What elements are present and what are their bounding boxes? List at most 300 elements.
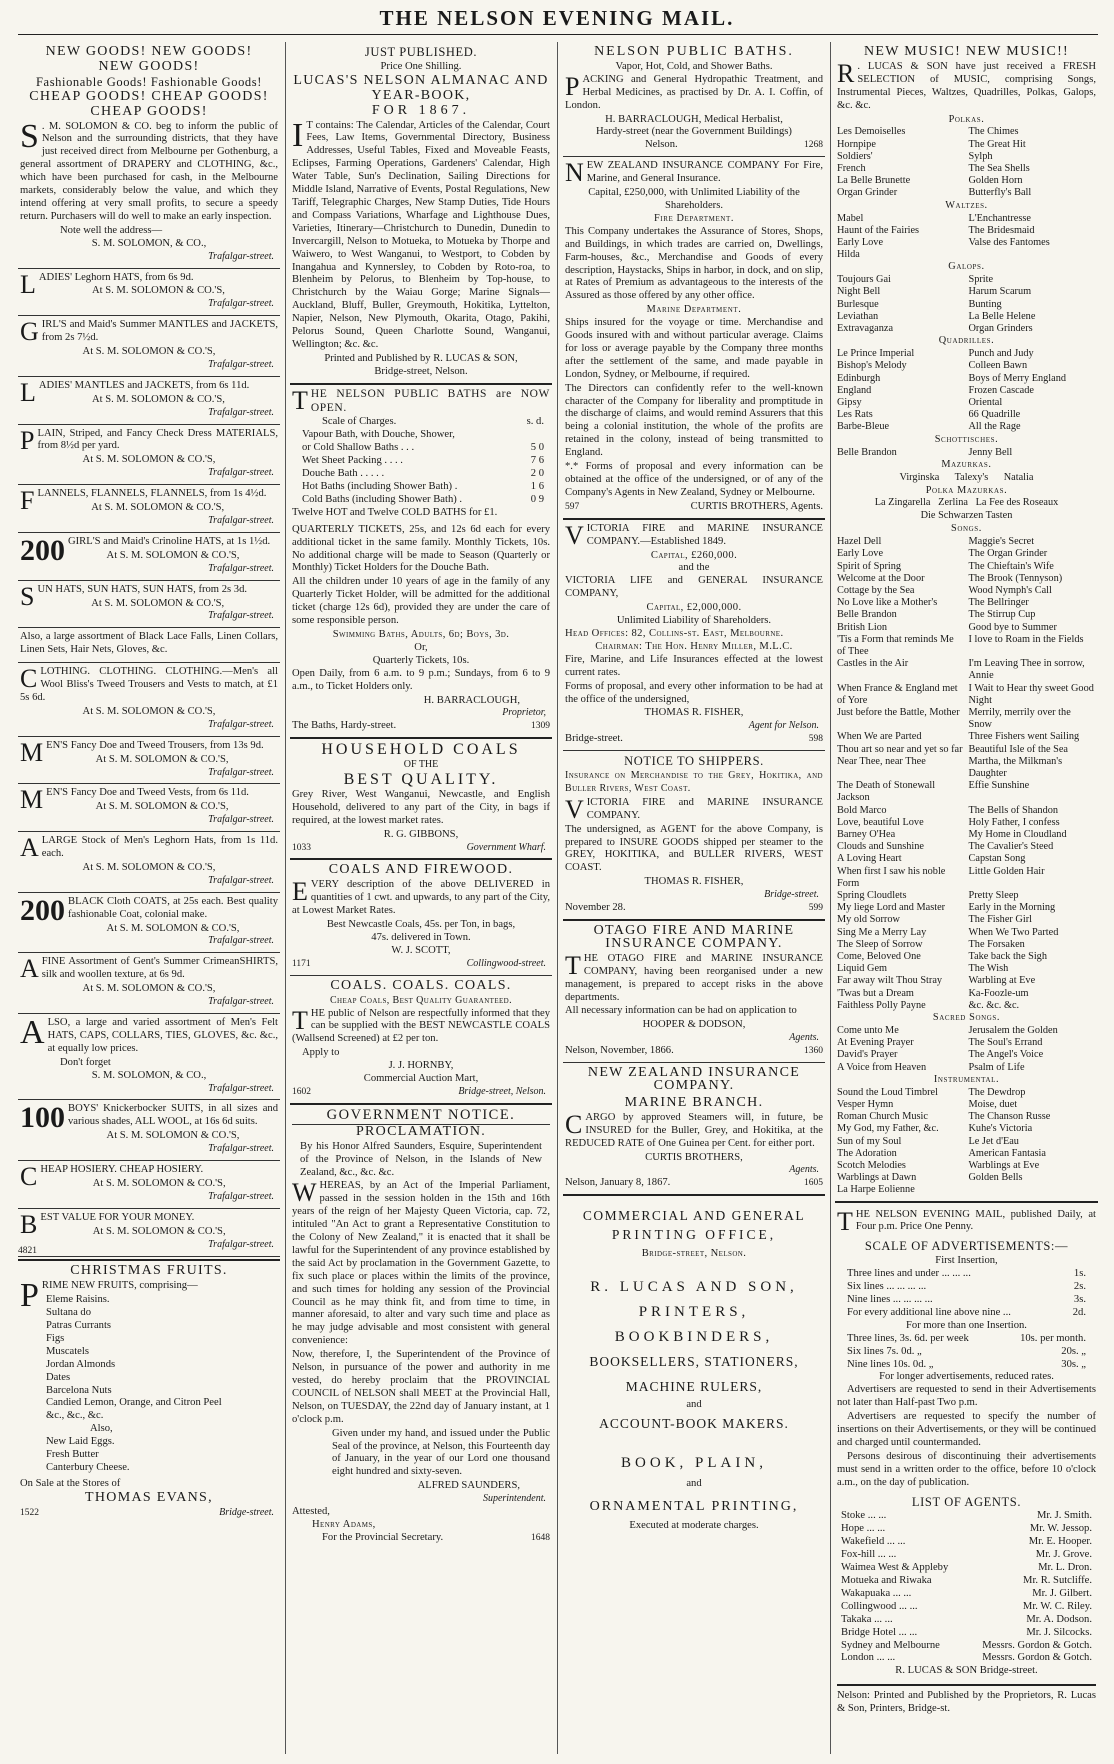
music-title: Frozen Cascade [968, 384, 1034, 396]
music-title: Vesper Hymn [837, 1098, 894, 1110]
agent-place: Stoke ... ... [841, 1510, 887, 1522]
ad-signature: H. BARRACLOUGH, Medical Herbalist, [605, 113, 783, 125]
charge-value: 7 6 [530, 455, 544, 467]
fruit-item: Sultana do [46, 1307, 92, 1319]
music-title: Le Jet d'Eau [968, 1135, 1019, 1147]
ad-address: Proprietor, [502, 707, 546, 719]
ad-body: HEREAS, by an Act of the Imperial Parliament, passed in the session holden in the 15th and 16th years of the reign of her Majesty Queen Victoria, cap. 72, intituled "An Act to grant a Representative Constitution to the Colony of New Zealand," it is enacted that it shall be lawful for the Superintendent of any province established by the said Act by proclamation in the Government Gazette, to fix such place or places within the limits of the province, and such times for holding any session of the Provincial Council as he may think fit, and from time to time, in manner aforesaid, to alter and vary such time and place as he may judge advisable and most consistent with general convenience: [292, 1180, 550, 1347]
agent-place: Wakefield ... ... [841, 1536, 906, 1548]
ad-text [20, 835, 278, 861]
ad-heading: ORNAMENTAL PRINTING, [589, 1499, 799, 1515]
charge-row [302, 481, 544, 494]
music-title: Maggie's Secret [968, 536, 1035, 548]
ad-address: Trafalgar-street. [208, 562, 274, 574]
ad-subheading: s. d. [526, 416, 544, 428]
ad-body: Quarterly Tickets, 10s. [372, 654, 470, 666]
music-title: The Bellringer [968, 597, 1029, 609]
ad-number: 1602 [292, 1086, 311, 1097]
ad-body: Swimming Baths, Adults, 6d; Boys, 3d. [332, 628, 510, 640]
music-title: Scotch Melodies [837, 1159, 906, 1171]
ad-signature: At S. M. SOLOMON & CO.'S, [82, 705, 216, 717]
music-title: Little Golden Hair [968, 865, 1045, 877]
ad-body: UN HATS, SUN HATS, SUN HATS, from 2s 3d. [37, 583, 248, 595]
ad-signature: S. M. SOLOMON, & CO., [91, 237, 207, 249]
section-heading: Polka Mazurkas. [925, 484, 1008, 496]
ad-address: Trafalgar-street. [208, 718, 274, 730]
music-title: The Forsaken [968, 938, 1025, 950]
ad-signature: THOMAS EVANS, [85, 1489, 213, 1505]
ad-body: LARGE Stock of Men's Leghorn Hats, from 1s 11d. each. [41, 835, 278, 860]
ad-signature: ALFRED SAUNDERS, [417, 1480, 520, 1492]
fruit-item: Candied Lemon, Orange, and Citron Peel [46, 1397, 222, 1409]
fruit-item: Dates [46, 1371, 71, 1383]
music-title: Warblings at Dawn [837, 1172, 917, 1184]
music-title: Belle Brandon [837, 609, 897, 621]
music-title: Organ Grinders [968, 323, 1033, 335]
music-title: The Brook (Tennyson) [968, 572, 1063, 584]
rate-value: 10s. per month. [1020, 1332, 1086, 1344]
ad-number: 1605 [804, 1178, 823, 1189]
drop-cap: T [565, 950, 581, 980]
ad-signature: H. BARRACLOUGH, [423, 694, 520, 706]
charge-value: 1 6 [530, 481, 544, 492]
music-title: Burlesque [837, 298, 879, 310]
ad-heading: HOUSEHOLD COALS [321, 741, 521, 759]
music-title: When first I saw his noble Form [837, 865, 946, 889]
music-title: Faithless Polly Payne [837, 999, 926, 1011]
ad-signature: S. M. SOLOMON, & CO., [91, 1069, 207, 1081]
music-title: Good bye to Summer [968, 621, 1057, 633]
fruit-item: Figs [46, 1332, 65, 1344]
music-title: Holy Father, I confess [968, 816, 1060, 828]
music-title: I Wait to Hear thy sweet Good Night [968, 682, 1094, 706]
rate-value: 20s. „ [1061, 1345, 1086, 1357]
ad-body: This Company undertakes the Assurance of Stores, Shops, and Buildings, in which trades are carried on, Dwellings, Farm-houses, &c., Merchandise and Goods of every description, Haystacks, Ships in harbor, in dock, and on slip, at Rates of Premium as advantageous to the interests of the Assured as those offered by any other office. [565, 225, 823, 302]
ad-heading: LIST OF AGENTS. [911, 1494, 1022, 1509]
music-title: Sing Me a Merry Lay [837, 926, 927, 938]
ad-body: Also, a large assortment of Black Lace Falls, Linen Collars, Linen Sets, Hair Nets, Gloves, &c. [20, 631, 278, 656]
music-title: Clouds and Sunshine [837, 841, 924, 853]
agent-place: Fox-hill ... ... [841, 1549, 897, 1561]
ad-heading: LUCAS'S NELSON ALMANAC AND [293, 72, 549, 88]
column-4 [835, 42, 1098, 1754]
ad-text [20, 1101, 278, 1135]
rate-label: For every additional line above nine ... [847, 1306, 1011, 1318]
charge-value: 0 9 [530, 493, 544, 505]
ad-address: Commercial Auction Mart, [363, 1073, 479, 1085]
music-title: Effie Sunshine [968, 780, 1030, 792]
drop-cap: T [292, 1005, 308, 1035]
music-title: 'Tis a Form that reminds Me of Thee [837, 633, 954, 657]
ad-address: Trafalgar-street. [208, 358, 274, 370]
section-heading: Galops. [948, 261, 985, 273]
ad-number: 1268 [804, 140, 823, 151]
ad-body: Attested, [292, 1506, 330, 1518]
music-title: A Voice from Heaven [837, 1061, 927, 1073]
music-title: Early Love [837, 236, 884, 248]
music-title: La Belle Brunette [837, 175, 911, 187]
music-title: Sun of my Soul [837, 1135, 902, 1147]
ad-subheading: Cheap Coals, Best Quality Guaranteed. [329, 994, 513, 1006]
ad-signature: Printed and Published by R. LUCAS & SON, [324, 352, 518, 364]
music-title: Soldiers' [837, 150, 873, 162]
music-title: The Wish [968, 963, 1009, 975]
music-title: Gipsy [837, 397, 862, 409]
column-1 [18, 42, 280, 1754]
music-title: Edinburgh [837, 372, 881, 384]
music-title: No Love like a Mother's [837, 597, 938, 609]
ad-body: LANNELS, FLANNELS, FLANNELS, from 1s 4½d. [37, 488, 267, 500]
ad-body: . M. SOLOMON & CO. beg to inform the public of Nelson and the surrounding districts, that they have just received direct from Melbourne per Gothenburg, a general assortment of DRAPERY and CLOTHING, &c., which have been purchased for cash, in the Melbourne markets, considerably below the value, and which they intend offering at very small profits, to secure a speedy return. Purchasers will do well to make an early inspection. [20, 120, 278, 222]
music-title: The Stirrup Cup [968, 609, 1036, 621]
music-title: Hilda [837, 249, 860, 261]
section-heading: Mazurkas. [941, 458, 992, 470]
ad-body: FINE Assortment of Gent's Summer CrimeanSHIRTS, silk and woollen texture, at 6s 9d. [41, 956, 278, 981]
ad-heading: HE NELSON EVENING MAIL, published Daily, at Four p.m. Price One Penny. [855, 1208, 1096, 1233]
ad-body: Advertisers are requested to specify the number of insertions on their Advertisements, or they will be continued and charged until countermanded. [837, 1411, 1096, 1448]
ad-heading: BEST QUALITY. [343, 771, 499, 789]
notice-to-shippers-ad [563, 751, 825, 921]
drop-cap: A [20, 1014, 45, 1051]
agent-name: Mr. L. Dron. [1038, 1562, 1092, 1574]
ad-heading: COMMERCIAL AND GENERAL [582, 1208, 806, 1224]
ad-address: Superintendent. [482, 1493, 546, 1505]
music-title: Harum Scarum [968, 286, 1032, 298]
music-title: Beautiful Isle of the Sea [968, 743, 1069, 755]
solomon-ad [18, 953, 280, 1014]
solomon-ad [18, 832, 280, 893]
music-title: Spring Cloudlets [837, 890, 907, 902]
ad-heading: OF THE [403, 759, 439, 771]
drop-cap: T [837, 1206, 853, 1236]
ad-body: EN'S Fancy Doe and Tweed Vests, from 6s 11d. [46, 787, 249, 799]
music-title: Roman Church Music [837, 1111, 928, 1123]
ad-address: Bridge-street. [764, 889, 819, 901]
agent-place: Bridge Hotel ... ... [841, 1626, 918, 1638]
ad-body: 47s. delivered in Town. [371, 932, 471, 943]
music-title: The Fisher Girl [968, 914, 1032, 926]
charge-row [302, 442, 544, 455]
music-title: The Adoration [837, 1147, 897, 1159]
ad-heading: CHEAP GOODS! [90, 103, 208, 119]
music-title: Boys of Merry England [968, 372, 1067, 384]
drop-cap: V [565, 794, 584, 824]
ad-text [20, 893, 278, 927]
imprint: Nelson: Printed and Published by the Proprietors, R. Lucas & Son, Printers, Bridge-st. [837, 1684, 1096, 1716]
ad-date: Nelson, November, 1866. [565, 1045, 674, 1057]
music-title: Golden Horn [968, 175, 1023, 187]
ad-body: QUARTERLY TICKETS, 25s, and 12s 6d each for every additional ticket in the same family. Monthly Tickets, 10s. No additional charge will be made to Season (Quarterly or Monthly) Ticket Holders for the Douche Bath. [292, 523, 550, 574]
ad-address: Agents. [789, 1032, 819, 1044]
ad-heading: BOOKBINDERS, [614, 1328, 774, 1345]
drop-cap: P [20, 1277, 39, 1315]
music-title: Thou art so near and yet so far [837, 743, 963, 755]
ad-heading: Fashionable Goods! Fashionable Goods! [36, 74, 262, 89]
ad-address: Trafalgar-street. [208, 766, 274, 778]
drop-cap: S [20, 581, 35, 611]
solomon-ad [18, 425, 280, 486]
solomon-ad [18, 784, 280, 832]
music-title: L'Enchantresse [968, 212, 1031, 224]
ad-signature: At S. M. SOLOMON & CO.'S, [92, 1177, 226, 1189]
music-title: The Chimes [968, 126, 1019, 138]
solomon-ad [18, 663, 280, 737]
ad-address: Nelson. [645, 139, 678, 151]
ad-body: All the children under 10 years of age in the family of any Quarterly Ticket Holder, will be admitted for the additional ticket (charge 12s 6d), provided they are under the care of some responsible person. [292, 576, 550, 627]
ad-signature: Henry Adams, [312, 1518, 376, 1530]
ad-signature: At S. M. SOLOMON & CO.'S, [82, 983, 216, 995]
ad-body: Forms of proposal, and every other information to be had at the office of the undersigned, [565, 680, 823, 705]
ad-signature: At S. M. SOLOMON & CO.'S, [82, 861, 216, 873]
music-title: Punch and Judy [968, 348, 1034, 360]
ad-address: Trafalgar-street. [208, 610, 274, 622]
ad-body: Persons desirous of discontinuing their advertisements must send in a written order to the office, before 10 o'clock a.m., on the day of publication. [837, 1450, 1096, 1488]
music-title: Mabel [837, 212, 864, 224]
ad-signature: HOOPER & DODSON, [642, 1019, 746, 1031]
drop-cap: N [565, 158, 584, 188]
rate-label: Three lines, 3s. 6d. per week [847, 1332, 969, 1344]
ad-address: Trafalgar-street. [208, 1238, 274, 1250]
masthead: THE NELSON EVENING MAIL. [379, 6, 735, 30]
solomon-ad [18, 377, 280, 425]
music-title: My Home in Cloudland [968, 829, 1067, 841]
column-3 [563, 42, 825, 1754]
ad-body: Executed at moderate charges. [629, 1520, 759, 1531]
solomon-ad [18, 1100, 280, 1161]
music-title: The Sleep of Sorrow [837, 938, 923, 950]
solomon-ad [18, 269, 280, 317]
agent-place: Waimea West & Appleby [841, 1562, 949, 1574]
music-title: La Harpe Eolienne [837, 1184, 915, 1196]
agent-place: Motueka and Riwaka [841, 1575, 932, 1587]
rate-label: Six lines ... ... ... ... [847, 1281, 927, 1293]
ad-body: By his Honor Alfred Saunders, Esquire, Superintendent of the Province of Nelson, in the Islands of New Zealand, &c., &c. &c. [300, 1140, 542, 1178]
ad-heading: HE NELSON PUBLIC BATHS are NOW OPEN. [310, 387, 550, 414]
ad-body: ARGO by approved Steamers will, in future, be INSURED for the Buller, Grey, and Hokitika, at the REDUCED RATE of One Guinea per Cent. for either port. [565, 1111, 823, 1149]
drop-cap: L [20, 269, 36, 299]
ad-heading: OTAGO FIRE AND MARINE INSURANCE COMPANY. [593, 923, 795, 951]
ad-heading: R. LUCAS AND SON, [590, 1278, 798, 1295]
music-title: Warbling at Eve [968, 975, 1036, 987]
music-title [969, 1184, 1097, 1196]
ad-body: and [686, 1478, 702, 1490]
music-title: England [837, 384, 872, 396]
agent-place: Collingwood ... ... [841, 1600, 918, 1612]
ad-subheading: Marine Department. [646, 304, 742, 316]
music-title: When We Two Parted [968, 926, 1059, 938]
solomon-ad [18, 893, 280, 954]
drop-cap: L [20, 377, 36, 407]
rate-row [837, 1359, 1096, 1372]
ad-number: 598 [808, 734, 823, 745]
ad-number: 599 [808, 903, 823, 914]
agent-row [837, 1627, 1096, 1640]
drop-cap: G [20, 317, 39, 347]
fruit-item: Barcelona Nuts [46, 1384, 112, 1396]
ad-subheading: Price One Shilling. [380, 60, 462, 72]
agent-name: Mr. J. Grove. [1035, 1549, 1092, 1561]
ad-signature: THOMAS R. FISHER, [644, 876, 744, 888]
section-heading: Sacred Songs. [932, 1012, 1001, 1024]
music-title: My old Sorrow [837, 914, 900, 926]
section-heading: Waltzes. [945, 199, 988, 211]
drop-cap: 100 [20, 1101, 65, 1135]
charge-row [302, 455, 544, 468]
ad-note: On Sale at the Stores of [20, 1477, 121, 1489]
ad-signature: CURTIS BROTHERS, [645, 1151, 743, 1163]
ad-body: Unlimited Liability of Shareholders. [616, 615, 772, 627]
ad-signature: R. LUCAS & SON Bridge-street. [895, 1665, 1038, 1677]
music-title: Warblings at Eve [968, 1159, 1040, 1171]
music-title: When We are Parted [837, 731, 922, 743]
rate-value: 2d. [1072, 1306, 1086, 1318]
music-title: Sylph [968, 150, 993, 162]
section-heading: Quadrilles. [938, 335, 995, 347]
ad-body: All necessary information can be had on application to [565, 1005, 797, 1017]
agent-name: Mr. W. C. Riley. [1022, 1600, 1092, 1612]
music-title: Bold Marco [837, 804, 887, 816]
fruit-item: Patras Currants [46, 1320, 112, 1332]
ad-body: Given under my hand, and issued under the Public Seal of the province, at Nelson, this Fourteenth day of January, in the year of our Lord one thousand eight hundred and sixty-seven. [332, 1427, 550, 1478]
ad-heading: CHEAP GOODS! CHEAP GOODS! [29, 88, 269, 104]
ad-signature: At S. M. SOLOMON & CO.'S, [82, 346, 216, 358]
music-title: Early in the Morning [968, 902, 1056, 914]
ad-heading: JUST PUBLISHED. [364, 45, 478, 59]
ad-address: Bridge-street, Nelson. [641, 1248, 747, 1260]
ad-body: ADIES' MANTLES and JACKETS, from 6s 11d. [38, 379, 250, 391]
ad-body: ADIES' Leghorn HATS, from 6s 9d. [38, 271, 194, 283]
victoria-fire-ad [563, 520, 825, 751]
music-title: Les Demoiselles [837, 126, 906, 138]
column-rule [830, 42, 831, 1754]
ad-body: IRL'S and Maid's Summer MANTLES and JACKETS, from 2s 7½d. [41, 319, 278, 344]
music-title: The Death of Stonewall Jackson [837, 780, 936, 804]
charge-value: 5 0 [530, 442, 544, 454]
music-title: Toujours Gai [837, 274, 891, 286]
agent-row [837, 1614, 1096, 1627]
music-title: Far away wilt Thou Stray [837, 975, 943, 987]
ad-heading: EW ZEALAND INSURANCE COMPANY For Fire, Marine, and General Insurance. [586, 160, 823, 185]
music-title: When France & England met of Yore [837, 682, 958, 706]
drop-cap: P [20, 425, 35, 455]
household-coals-ad [290, 739, 552, 860]
ad-signature: CURTIS BROTHERS, Agents. [690, 500, 823, 512]
ad-number: 1648 [531, 1532, 550, 1543]
music-title: Golden Bells [968, 1172, 1023, 1184]
drop-cap: S [20, 117, 39, 155]
ad-heading: NEW GOODS! NEW GOODS! [45, 44, 253, 59]
ad-heading: PRINTERS, [638, 1303, 750, 1320]
christmas-fruits-ad [18, 1259, 280, 1523]
ad-body: The Directors can confidently refer to the well-known character of the Company for liberality and promptitude in the discharge of claims, and would remind Assurers that this being a colonial institution, the whole of the profits are retained in the colony, instead of being transmitted to England. [565, 382, 823, 459]
agent-place: London ... ... [841, 1652, 896, 1664]
fruit-item: Muscatels [46, 1345, 89, 1357]
music-title: Hazel Dell [837, 536, 882, 548]
ad-number: 1522 [20, 1507, 39, 1518]
government-notice [290, 1105, 552, 1549]
ad-body: Grey River, West Wanganui, Newcastle, and English Household, delivered to any part of the City, in bags if required, at the lowest market rates. [292, 788, 550, 826]
ad-subheading: First Insertion, [935, 1255, 998, 1267]
ad-body: Advertisers are requested to send in their Advertisements not later than Half-past Two p.m. [837, 1384, 1096, 1409]
baths-hydropathic-ad [563, 42, 825, 157]
music-title: Leviathan [837, 310, 879, 322]
ad-signature: THOMAS R. FISHER, [644, 707, 744, 719]
ad-body: The undersigned, as AGENT for the above Company, is prepared to INSURE GOODS shipped per steamer to the GREY, HOKITIKA, and BULLER RIVERS, WEST COAST. [565, 823, 823, 874]
agent-name: Mr. J. Smith. [1036, 1510, 1092, 1522]
ad-heading: MARINE BRANCH. [624, 1094, 764, 1110]
ad-address: Trafalgar-street. [208, 996, 274, 1008]
coals-firewood-ad [290, 860, 552, 975]
music-title: Haunt of the Fairies [837, 224, 920, 236]
ad-body: Apply to [302, 1047, 340, 1059]
rate-label: Six lines 7s. 0d. „ [847, 1345, 922, 1357]
agent-row [837, 1652, 1096, 1665]
music-title: Ka-Foozle-um [968, 987, 1029, 999]
masthead-rule [18, 34, 1098, 35]
drop-cap: A [20, 954, 39, 984]
music-title: Barbe-Bleue [837, 421, 890, 433]
drop-cap: E [292, 877, 308, 907]
solomon-ad [18, 533, 280, 581]
music-title: My God, my Father, &c. [837, 1123, 939, 1135]
ad-text [20, 319, 278, 345]
ad-body: EN'S Fancy Doe and Tweed Trousers, from 13s 9d. [46, 739, 264, 751]
ad-body: RIME NEW FRUITS, comprising— [41, 1280, 198, 1292]
charge-value: 2 0 [530, 468, 544, 480]
ad-body: Capital, £260,000. [650, 549, 738, 561]
ad-body: and the [678, 562, 710, 574]
music-title: The Great Hit [968, 138, 1026, 150]
music-title: Extravaganza [837, 323, 894, 335]
coals-ad [290, 976, 552, 1105]
nz-insurance-ad [563, 157, 825, 519]
drop-cap: V [565, 520, 584, 550]
ad-address: Bridge-street, Nelson. [458, 1085, 546, 1097]
rate-label: Three lines and under ... ... ... [847, 1268, 971, 1280]
ad-heading: SCALE OF ADVERTISEMENTS:— [864, 1239, 1069, 1254]
ad-heading: BOOK, PLAIN, [621, 1455, 767, 1472]
ad-subheading: Vapor, Hot, Cold, and Shower Baths. [615, 60, 773, 72]
music-title: 66 Quadrille [968, 409, 1021, 421]
ad-heading: COALS. COALS. COALS. [330, 977, 512, 993]
music-title: Merrily, merrily over the Snow [968, 707, 1071, 731]
ad-signature: W. J. SCOTT, [391, 944, 451, 956]
ad-note: Also, [90, 1423, 113, 1435]
music-title: Moise, duet [968, 1098, 1018, 1110]
ad-heading: PROCLAMATION. [355, 1123, 487, 1139]
ad-body: HEAP HOSIERY. CHEAP HOSIERY. [40, 1164, 204, 1176]
music-title: Martha, the Milkman's Daughter [968, 755, 1063, 780]
ad-date: Nelson, January 8, 1867. [565, 1177, 671, 1189]
music-title: Early Love [837, 548, 884, 560]
music-title: David's Prayer [837, 1049, 898, 1061]
ad-heading: MACHINE RULERS, [625, 1378, 763, 1394]
agent-name: Mr. E. Hooper. [1028, 1536, 1092, 1548]
ad-heading: CHRISTMAS FRUITS. [70, 1263, 228, 1279]
ad-body: *.* Forms of proposal and every information can be obtained at the office of the undersigned, or of any of the Company's Agents in New Zealand, Sydney or Melbourne. [565, 461, 823, 498]
music-title: The Cavalier's Steed [968, 841, 1054, 853]
ad-body: Capital, £250,000, with Unlimited Liability of the Shareholders. [588, 187, 800, 211]
rate-row [837, 1346, 1096, 1359]
ad-text [20, 425, 278, 455]
ad-signature: At S. M. SOLOMON & CO.'S, [92, 393, 225, 405]
ad-heading: ICTORIA FIRE and MARINE INSURANCE COMPANY. [586, 796, 823, 821]
almanac-ad [290, 42, 552, 385]
ad-body: For longer advertisements, reduced rates. [879, 1371, 1054, 1383]
music-title: Take back the Sigh [968, 951, 1047, 963]
agent-name: Mr. J. Gilbert. [1032, 1587, 1092, 1599]
music-title: La Zingarella Zerlina La Fee des Roseaux [874, 497, 1059, 509]
